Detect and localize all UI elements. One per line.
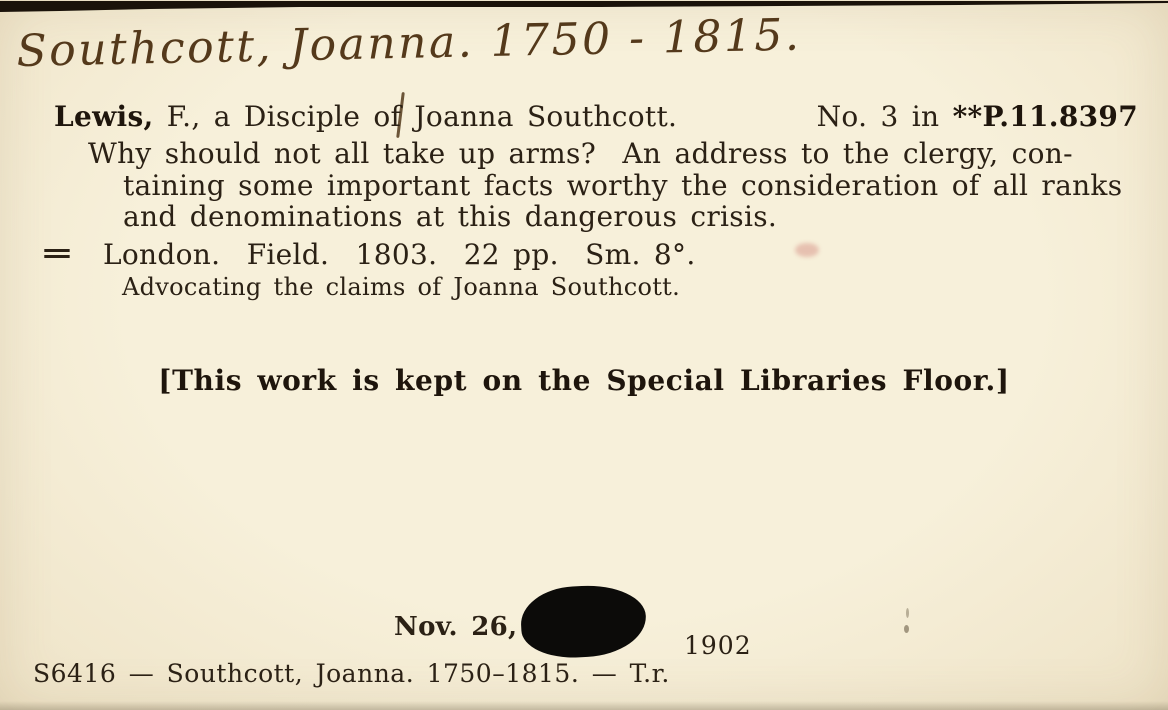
call-number xyxy=(817,100,1138,134)
author-statement xyxy=(54,100,677,134)
call-number-prefix: No. 3 in xyxy=(816,100,953,133)
redaction-mark xyxy=(519,583,648,660)
author-rest: F., a Disciple of Joanna Southcott. xyxy=(153,100,678,133)
title-line-1: Why should not all take up arms? An address to the clergy, con- xyxy=(88,137,1073,170)
date-stamp-prefix: Nov. 26, xyxy=(394,612,518,642)
imprint-marker: = xyxy=(40,238,75,269)
ink-smudge-mark xyxy=(903,608,911,638)
location-notice: [This work is kept on the Special Libraries Floor.] xyxy=(158,364,1010,397)
handwritten-heading: Southcott, Joanna. 1750 - 1815. xyxy=(16,9,802,77)
title-line-2: taining some important facts worthy the consideration of all ranks xyxy=(123,169,1123,202)
date-stamp-year: 1902 xyxy=(684,631,752,660)
card-bottom-edge-shadow xyxy=(0,701,1168,710)
pink-smudge-mark xyxy=(795,243,819,257)
title-line-3: and denominations at this dangerous crisis. xyxy=(123,200,778,233)
entry-heading-line xyxy=(54,100,1138,134)
annotation-note: Advocating the claims of Joanna Southcott. xyxy=(122,273,681,301)
imprint-line: London. Field. 1803. 22 pp. Sm. 8°. xyxy=(103,238,696,271)
call-number-value: **P.11.8397 xyxy=(952,100,1138,133)
author-surname: Lewis, xyxy=(54,100,154,133)
footer-reference-line: S6416 — Southcott, Joanna. 1750–1815. — T.r. xyxy=(33,659,670,688)
